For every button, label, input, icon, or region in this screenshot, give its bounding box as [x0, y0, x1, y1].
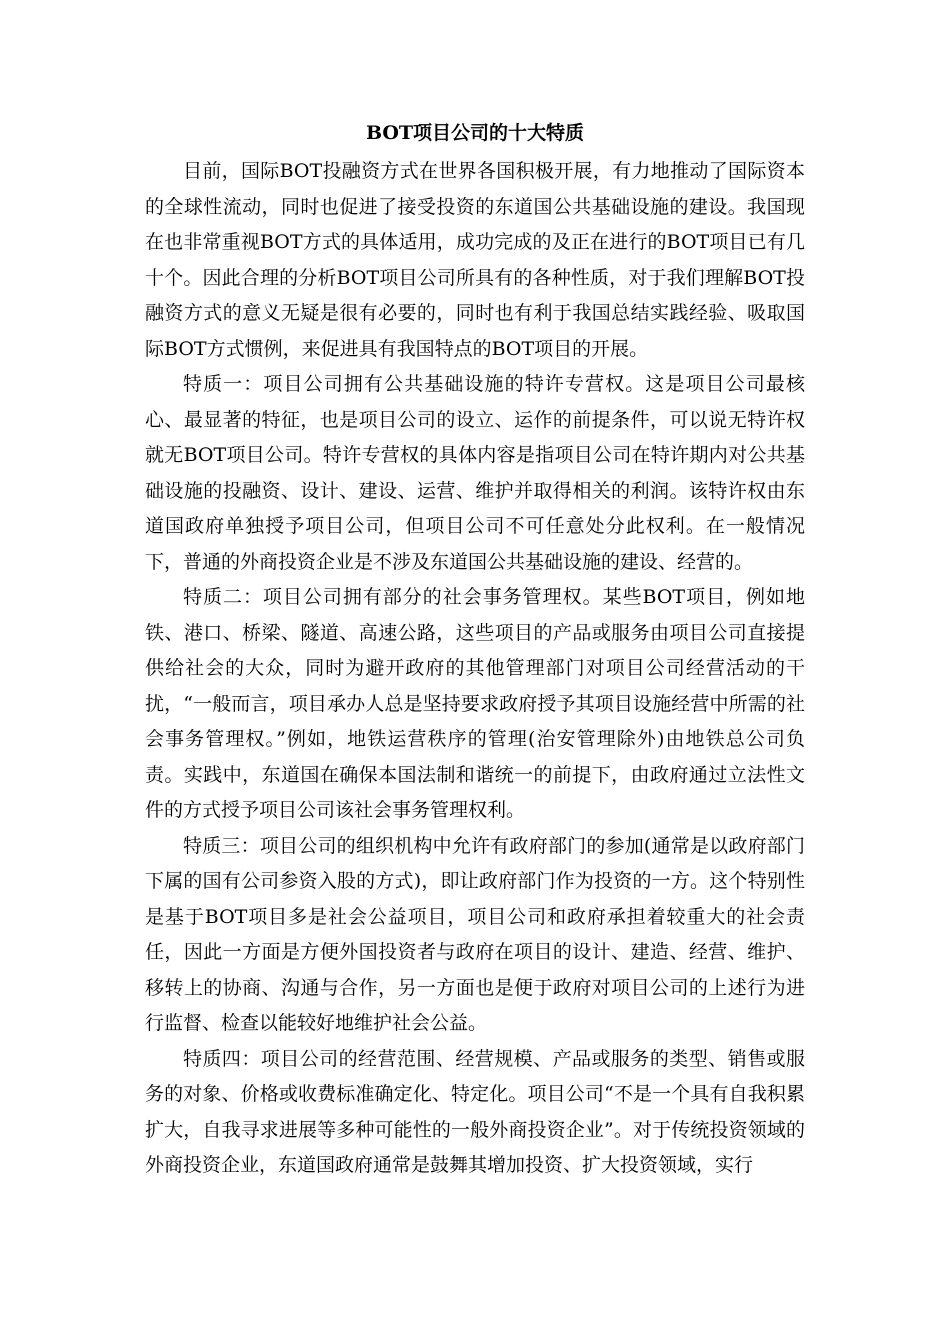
paragraph-trait-3: 特质三：项目公司的组织机构中允许有政府部门的参加(通常是以政府部门下属的国有公司参资入股的方式)，即让政府部门作为投资的一方。这个特别性是基于BOT项目多是社会公益项目，项目公司和政府承担着较重大的社会责任，因此一方面是方便外国投资者与政府在项目的设计、建造、经营、维护、移转上的协商、沟通与合作，另一方面也是便于政府对项目公司的上述行为进行监督、检查以能较好地维护社会公益。 — [145, 834, 805, 1034]
paragraph-trait-4: 特质四：项目公司的经营范围、经营规模、产品或服务的类型、销售或服务的对象、价格或收费标准确定化、特定化。项目公司“不是一个具有自我积累扩大，自我寻求进展等多种可能性的一般外商投资企业”。对于传统投资领域的外商投资企业，东道国政府通常是鼓舞其增加投资、扩大投资领域，实行 — [145, 1047, 805, 1176]
paragraph-trait-2: 特质二：项目公司拥有部分的社会事务管理权。某些BOT项目，例如地铁、港口、桥梁、隧道、高速公路，这些项目的产品或服务由项目公司直接提供给社会的大众，同时为避开政府的其他管理部门对项目公司经营活动的干扰，“一般而言，项目承办人总是坚持要求政府授予其项目设施经营中所需的社会事务管理权。”例如，地铁运营秩序的管理(治安管理除外)由地铁总公司负责。实践中，东道国在确保本国法制和谐统一的前提下，由政府通过立法性文件的方式授予项目公司该社会事务管理权利。 — [145, 586, 805, 821]
document-body — [145, 154, 805, 1184]
paragraph-trait-1: 特质一：项目公司拥有公共基础设施的特许专营权。这是项目公司最核心、最显著的特征，也是项目公司的设立、运作的前提条件，可以说无特许权就无BOT项目公司。特许专营权的具体内容是指项目公司在特许期内对公共基础设施的投融资、设计、建设、运营、维护并取得相关的利润。该特许权由东道国政府单独授予项目公司，但项目公司不可任意处分此权利。在一般情况下，普通的外商投资企业是不涉及东道国公共基础设施的建设、经营的。 — [145, 373, 805, 573]
paragraph-intro: 目前，国际BOT投融资方式在世界各国积极开展，有力地推动了国际资本的全球性流动，同时也促进了接受投资的东道国公共基础设施的建设。我国现在也非常重视BOT方式的具体适用，成功完成的及正在进行的BOT项目已有几十个。因此合理的分析BOT项目公司所具有的各种性质，对于我们理解BOT投融资方式的意义无疑是很有必要的，同时也有利于我国总结实践经验、吸取国际BOT方式惯例，来促进具有我国特点的BOT项目的开展。 — [145, 160, 805, 360]
document-title: BOT项目公司的十大特质 — [365, 122, 585, 144]
